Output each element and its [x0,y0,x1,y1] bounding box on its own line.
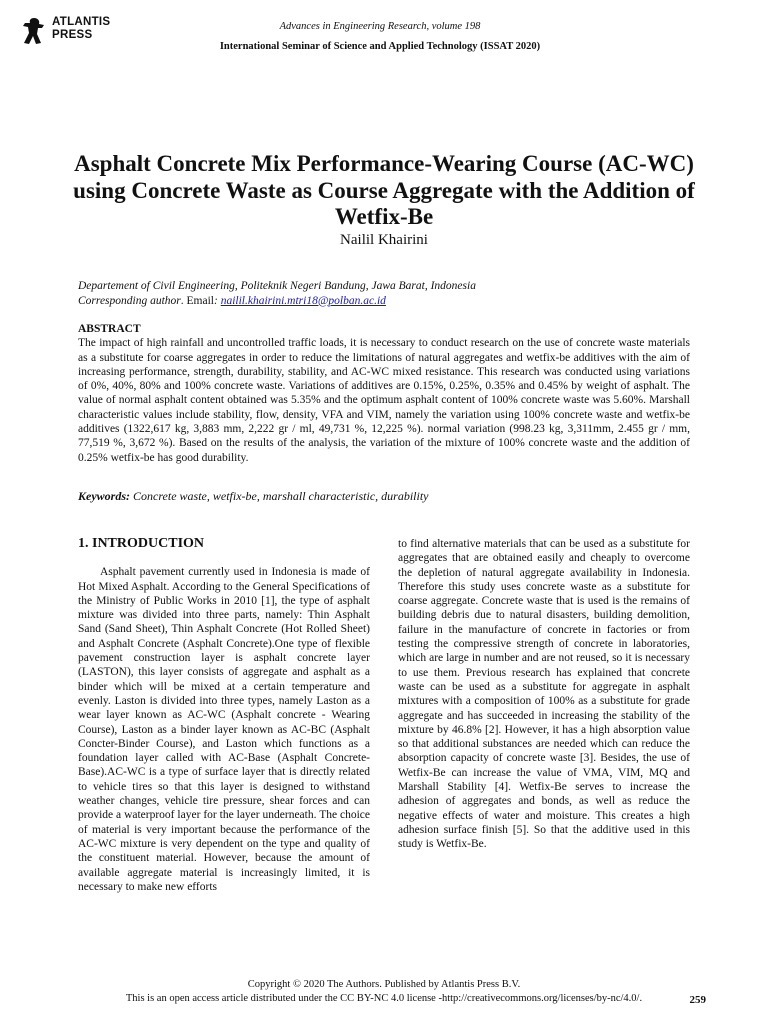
page-number: 259 [689,994,706,1006]
abstract-heading: ABSTRACT [78,323,141,335]
intro-paragraph-right: to find alternative materials that can be used as a substitute for aggregates that are obtained easily and cheaply to overcome the depletion of natural aggregate availability in Indonesia. Therefore this study uses concrete waste as a substitute for coarse aggregate. Concrete waste that is used is the remains of building debris due to natural disasters, building demolition, failure in the manufacture of concrete in factories or from testing the compressive strength of concrete in laboratories, which are large in number and are not reused, so it is necessary to use them. Previous research has explained that concrete waste can be used as a substitute for aggregate in asphalt mixtures with a composition of 100% as a substitute for grade aggregate and has succeeded in increasing the stability of the mixture by 46.8% [2]. However, it has a high absorption value so that additional substances are needed which can reduce the absorption capacity of concrete waste [3]. Besides, the use of Wetfix-Be can increase the value of VMA, VIM, MQ and Marshall Stability [4]. Wetfix-Be serves to increase the adhesion of aggregates and bonds, as well as reduce the negative effects of water and moisture. This creates a high adhesion surface finish [5]. So that the additive used in this study is Wetfix-Be. [398,538,690,851]
affiliation-block [78,279,476,308]
page-footer [0,978,768,1006]
conference-name: International Seminar of Science and Applied Technology (ISSAT 2020) [219,41,541,52]
intro-paragraph-left: Asphalt pavement currently used in Indonesia is made of Hot Mixed Asphalt. According to the General Specifications of the Ministry of Public Works in 2010 [1], the type of asphalt mixture was divided into three parts, namely: Thin Asphalt Sand (Sand Sheet), Thin Asphalt Concrete (Hot Rolled Sheet) and Asphalt Concrete (Asphalt Concrete).One type of flexible pavement construction layer is asphalt concrete layer (LASTON), this layer consists of aggregate and asphalt as a binder which will be mixed at a certain temperature and evenly. Laston is divided into three types, namely Laston as a wear layer known as AC-WC (Asphalt concrete - Wearing Course), Laston as a binder layer known as AC-BC (Asphalt Concter-Binder Course), and Laston which functions as a foundation layer called with AC-Base (Asphalt Concrete-Base).AC-WC is a type of surface layer that is directly related to vehicle tires so that this layer is designed to withstand weather changes, vehicle tire pressure, shear forces and can provide a waterproof layer for the layer underneath. The choice of material is very important because the performance of the AC-WC mixture is very dependent on the type and quality of the constituent material. However, because the amount of available aggregate material is increasingly limited, it is necessary to make new efforts [78,566,370,893]
publisher-logo [20,14,130,48]
publisher-name-line1: ATLANTIS [52,16,111,28]
right-column [398,537,690,852]
affiliation: Departement of Civil Engineering, Politeknik Negeri Bandung, Jawa Barat, Indonesia [78,280,476,292]
keywords-text: Concrete waste, wetfix-be, marshall characteristic, durability [133,489,429,503]
publisher-name [52,16,110,42]
atlantis-figure-icon [20,16,48,46]
section-heading: 1. INTRODUCTION [78,536,205,551]
paper-title: Asphalt Concrete Mix Performance-Wearing Course (AC-WC) using Concrete Waste as Course Aggregate with the Addition of Wetfix-Be [73,151,695,229]
corresponding-author [78,294,476,309]
license-notice: This is an open access article distributed under the CC BY-NC 4.0 license -http://creativecommons.org/licenses/by-nc/4.0/. [125,993,643,1004]
running-header [180,20,580,54]
keywords-label: Keywords: [78,489,130,503]
left-column [78,537,370,894]
abstract-section [78,322,690,465]
journal-name: Advances in Engineering Research, volume 198 [279,21,481,32]
abstract-text: The impact of high rainfall and uncontrolled traffic loads, it is necessary to conduct research on the use of concrete waste materials as a substitute for coarse aggregates in order to reduce the limitations of natural aggregates and wetfix-be additives with the aim of increasing performance, strength, durability, stability, and AC-WC mixed resistance. This research was conducted using variations of 0%, 40%, 80% and 100% concrete waste. Variations of additives are 0.15%, 0.25%, 0.35% and 0.45% by weight of asphalt. The value of normal asphalt content obtained was 5.35% and the optimum asphalt content of 100% concrete waste was 5.60%. Marshall characteristic values include stability, flow, density, VFA and VIM, namely the variation using 100% concrete waste and wetfix-be additives (1322,617 kg, 3,883 mm, 2,222 gr / ml, 49,731 %, 12,225 %). normal variation (998.23 kg, 3,311mm, 2.455 gr / mm, 77,519 %, 3,672 %). Based on the results of the analysis, the variation of the mixture of 100% concrete waste and the addition of 0.25% wetfix-be has good durability. [78,337,690,464]
keywords-line [78,489,429,504]
copyright-notice: Copyright © 2020 The Authors. Published by Atlantis Press B.V. [247,979,521,990]
author-name: Nailil Khairini [340,232,428,248]
email-link[interactable]: nailil.khairini.mtri18@polban.ac.id [220,294,386,307]
publisher-name-line2: PRESS [52,29,93,41]
corresponding-label: Corresponding author [78,294,181,307]
email-label: . Email [180,294,214,307]
email-colon: : [213,294,221,307]
